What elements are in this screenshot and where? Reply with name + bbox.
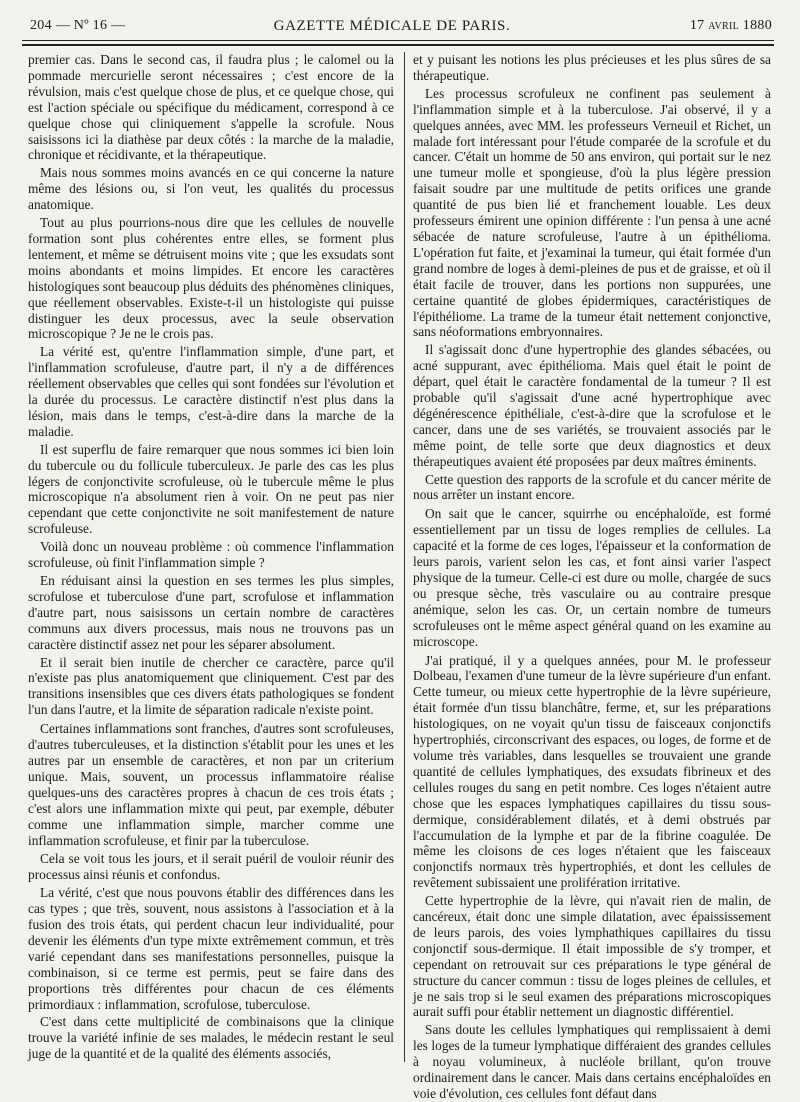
journal-title: GAZETTE MÉDICALE DE PARIS. (273, 18, 511, 34)
paragraph: Il s'agissait donc d'une hypertrophie des glandes sébacées, ou acné suppurant, avec épithélioma. Mais quel était le point de départ, quel était le caractère fondamental de la tumeur ? Il est probable qu'il s'agissait d'une acné hypertrophique avec dégénérescence épithéliale, c'est-à-dire que la scrofulose et le cancer, dans une de ses variétés, se trouvaient associés par le même point, de telle sorte que deux diagnostics et deux thérapeutiques avaient été proposées par deux maîtres éminents. (413, 342, 771, 469)
paragraph: Cette question des rapports de la scrofule et du cancer mérite de nous arrêter un instant encore. (413, 471, 771, 503)
paragraph: Certaines inflammations sont franches, d'autres sont scrofuleuses, d'autres tuberculeuses, et la distinction s'établit pour les unes et les autres par un ensemble de caractères, et non par un criterium unique. Mais, souvent, un processus inflammatoire réalise quelques-uns des caractères propres à chacun de ces trois états ; c'est alors une inflammation mixte qui peut, par exemple, débuter comme une inflammation simple, marcher comme une inflammation scrofuleuse, et finir par la tuberculose. (28, 721, 394, 848)
right-column (413, 52, 771, 1101)
paragraph: Sans doute les cellules lymphatiques qui remplissaient à demi les loges de la tumeur lymphatique différaient des grandes cellules à noyau volumineux, à nucléole brillant, qu'on trouve ordinairement dans le cancer. Mais dans certains encéphaloïdes en voie d'évolution, ces cellules font défaut dans (413, 1022, 771, 1101)
paragraph: On sait que le cancer, squirrhe ou encéphaloïde, est formé essentiellement par un tissu de loges remplies de cellules. La capacité et la forme de ces loges, l'épaisseur et la conformation de leurs parois, varient selon les cas, et font ainsi varier l'aspect physique de la tumeur. Celle-ci est dure ou molle, chargée de sucs ou presque sèche, très vasculaire ou au contraire presque anémique, selon les cas. Or, un certain nombre de tumeurs scrofuleuses ont le même aspect général quand on les examine au microscope. (413, 506, 771, 649)
paragraph: Mais nous sommes moins avancés en ce qui concerne la nature même des lésions ou, si l'on veut, les qualités du processus anatomique. (28, 165, 394, 213)
header-rule (22, 40, 774, 41)
left-column (28, 52, 394, 1067)
column-divider (404, 52, 405, 1062)
page-number: 204 — Nº 16 — (30, 18, 126, 33)
paragraph: J'ai pratiqué, il y a quelques années, pour M. le professeur Dolbeau, l'examen d'une tumeur de la lèvre supérieure d'un enfant. Cette tumeur, ou mieux cette hypertrophie de la lèvre supérieure, était formée d'un tissu blanchâtre, ferme, et, sur les préparations histologiques, on ne voyait qu'un tissu de faisceaux conjonctifs hypertrophiés, circonscrivant des espaces, ou loges, de forme et de volume très variables, dans lesquelles se trouvaient une grande quantité de cellules lymphatiques, des exsudats fibrineux et des cellules rouges du sang en petit nombre. Ces loges n'étaient autre chose que les espaces lymphatiques capillaires du tissu sous-dermique, considérablement dilatés, et à demi obstrués par l'accumulation de la lymphe et par de la fibrine coagulée. De même les cloisons de ces loges n'étaient que les faisceaux conjonctifs normaux très hypertrophiés, et dont les cellules de revêtement subissaient une prolifération irritative. (413, 652, 771, 891)
header-rule-thick (22, 44, 774, 46)
issue-date: 17 avril 1880 (689, 18, 772, 33)
paragraph: En réduisant ainsi la question en ses termes les plus simples, scrofulose et tuberculose d'une part, scrofulose et inflammation d'autre part, nous saisissons un certain nombre de caractères communs aux divers processus, mais nous ne trouvons pas un caractère distinctif assez net pour les séparer absolument. (28, 573, 394, 652)
paragraph: C'est dans cette multiplicité de combinaisons que la clinique trouve la variété infinie de ses malades, le médecin restant le seul juge de la quantité et de la qualité des éléments associés, (28, 1014, 394, 1062)
paragraph: et y puisant les notions les plus précieuses et les plus sûres de sa thérapeutique. (413, 52, 771, 83)
paragraph: Les processus scrofuleux ne confinent pas seulement à l'inflammation simple et à la tuberculose. J'ai observé, il y a quelques années, avec MM. les professeurs Verneuil et Richet, un malade fort intéressant pour l'étude comparée de la scrofule et du cancer. C'était un homme de 50 ans environ, qui portait sur le nez une tumeur molle et spongieuse, d'où la plus légère pression faisait soudre par une multitude de petits orifices une grande quantité de pus bien lié et franchement louable. Les deux professeurs émirent une opinion différente : l'un pensa à une acné sébacée de nature scrofuleuse, l'autre à un épithélioma. L'opération fut faite, et j'examinai la tumeur, qui était formée d'un grand nombre de loges à demi-pleines de pus et de graisse, et où il était facile de trouver, dans les portions non suppurées, une certaine quantité de globes épidermiques, caractéristiques de l'épithéliome. La trame de la tumeur était nettement conjonctive, sans néoformations embryonnaires. (413, 85, 771, 340)
paragraph: Il est superflu de faire remarquer que nous sommes ici bien loin du tubercule ou du follicule tuberculeux. Je parle des cas les plus légers de conjonctivite scrofuleuse, où le tubercule même le plus microscopique n'a absolument rien à voir. On ne peut pas nier cependant que cette conjonctivite ne soit manifestement de nature scrofuleuse. (28, 441, 394, 537)
paragraph: Tout au plus pourrions-nous dire que les cellules de nouvelle formation sont plus cohérentes entre elles, se forment plus lentement, et même se détruisent moins vite ; que les exsudats sont moins abondants et moins limpides. Et encore les caractères histologiques sont beaucoup plus déduits des phénomènes cliniques, que réellement observables. Existe-t-il un histologiste qui puisse distinguer les deux processus, avec la seule observation microscopique ? Je ne le crois pas. (28, 215, 394, 342)
paragraph: Et il serait bien inutile de chercher ce caractère, parce qu'il n'existe pas plus anatomiquement que cliniquement. C'est par des transitions insensibles que ces divers états pathologiques se fondent l'un dans l'autre, et la limite de séparation radicale n'existe point. (28, 654, 394, 718)
paragraph: La vérité, c'est que nous pouvons établir des différences dans les cas types ; que très, souvent, nous assistons à l'association et à la fusion des trois états, qui perdent chacun leur individualité, pour devenir les éléments d'un type mixte extrêmement commun, et très varié cependant dans ses manifestations personnelles, puisque la combinaison, si ce terme est permis, peut se faire dans des proportions très différentes pour chacun de ces éléments primordiaux : inflammation, scrofulose, tuberculose. (28, 885, 394, 1012)
paragraph: Voilà donc un nouveau problème : où commence l'inflammation scrofuleuse, où finit l'inflammation simple ? (28, 539, 394, 571)
paragraph: Cela se voit tous les jours, et il serait puéril de vouloir réunir des processus ainsi réunis et confondus. (28, 851, 394, 883)
paragraph: La vérité est, qu'entre l'inflammation simple, d'une part, et l'inflammation scrofuleuse, d'autre part, il n'y a de différences réellement observables que celles qui sont fondées sur l'évolution et la durée du processus. Le caractère distinctif n'est plus dans la lésion, mais dans le temps, c'est-à-dire dans la marche de la maladie. (28, 344, 394, 439)
page-header (22, 16, 772, 38)
paragraph: premier cas. Dans le second cas, il faudra plus ; le calomel ou la pommade mercurielle seront nécessaires ; c'est encore de la révulsion, mais c'est quelque chose de plus, et ce quelque chose, qui est l'action spéciale ou spécifique du médicament, correspond à ce quelque chose qui cliniquement s'appelle la scrofule. Nous saisissons ici la diathèse par deux côtés : la marche de la maladie, chronique et récidivante, et la thérapeutique. (28, 52, 394, 163)
paragraph: Cette hypertrophie de la lèvre, qui n'avait rien de malin, de cancéreux, était donc une simple dilatation, avec épaississement de leurs parois, des voies lymphathiques capillaires du tissu conjonctif sous-dermique. Il était impossible de s'y tromper, et cependant on retrouvait sur ces préparations le type général de structure du cancer commun : tissu de loges pleines de cellules, et je ne sais trop si le seul examen des préparations microscopiques aurait suffi pour établir nettement un diagnostic différentiel. (413, 893, 771, 1020)
